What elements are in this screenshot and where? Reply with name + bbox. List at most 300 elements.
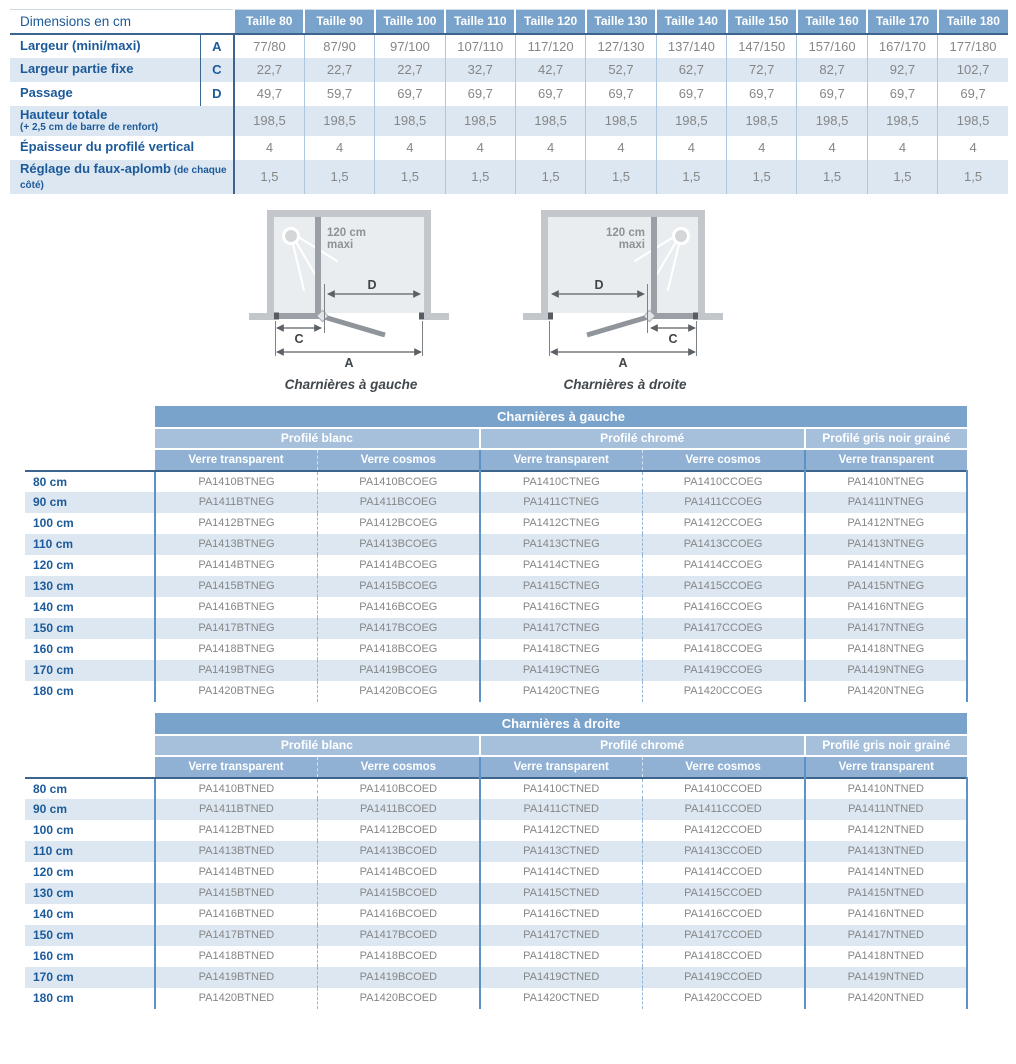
product-code: PA1410BTNEG bbox=[155, 471, 317, 492]
wall-right bbox=[698, 210, 705, 320]
product-code: PA1410CTNEG bbox=[480, 471, 642, 492]
dimension-row bbox=[10, 34, 1008, 58]
glass-type-header: Verre transparent bbox=[480, 756, 642, 778]
product-row bbox=[25, 555, 967, 576]
size-label: 90 cm bbox=[25, 492, 155, 513]
wall-anchor-right bbox=[693, 312, 698, 319]
dimension-value: 4 bbox=[304, 136, 374, 160]
dimension-value: 22,7 bbox=[375, 58, 445, 82]
product-code: PA1415BCOEG bbox=[317, 576, 479, 597]
size-label: 160 cm bbox=[33, 949, 74, 964]
dimension-value: 69,7 bbox=[797, 82, 867, 106]
product-code: PA1411NTNED bbox=[805, 799, 967, 820]
product-code: PA1415BTNED bbox=[155, 883, 317, 904]
profile-group-row bbox=[25, 735, 967, 756]
product-code: PA1420NTNEG bbox=[805, 681, 967, 702]
glass-type-header: Verre transparent bbox=[155, 756, 317, 778]
diagram-caption-right: Charnières à droite bbox=[563, 376, 687, 392]
wall-tab-right bbox=[698, 313, 723, 320]
product-code: PA1417CCOED bbox=[642, 925, 804, 946]
product-code: PA1412BCOED bbox=[317, 820, 479, 841]
glass-type-header: Verre transparent bbox=[480, 449, 642, 471]
dimension-value: 107/110 bbox=[445, 34, 515, 58]
product-code: PA1416BTNED bbox=[155, 904, 317, 925]
product-code: PA1415BTNEG bbox=[155, 576, 317, 597]
size-label: 170 cm bbox=[25, 967, 155, 988]
product-code: PA1410BTNED bbox=[155, 778, 317, 799]
diagram-hinges-right bbox=[523, 206, 727, 392]
size-column-header: Taille 180 bbox=[938, 10, 1008, 34]
product-code: PA1410BCOEG bbox=[317, 471, 479, 492]
dimension-label-a: A bbox=[618, 355, 628, 370]
dimension-value: 198,5 bbox=[445, 106, 515, 136]
dimension-value: 4 bbox=[797, 136, 867, 160]
diagrams-section bbox=[0, 206, 976, 392]
size-column-header: Taille 150 bbox=[727, 10, 797, 34]
dimension-value: 198,5 bbox=[656, 106, 726, 136]
product-code: PA1410NTNEG bbox=[805, 471, 967, 492]
glass-type-header: Verre transparent bbox=[805, 756, 967, 778]
wall-anchor-left bbox=[274, 312, 279, 319]
dimension-value: 198,5 bbox=[727, 106, 797, 136]
product-code: PA1417NTNEG bbox=[805, 618, 967, 639]
dimension-value: 22,7 bbox=[304, 58, 374, 82]
dimension-value: 137/140 bbox=[656, 34, 726, 58]
size-column-header: Taille 170 bbox=[867, 10, 937, 34]
dimension-row bbox=[10, 136, 1008, 160]
dimension-label-c: C bbox=[668, 331, 678, 346]
product-code: PA1419CTNEG bbox=[480, 660, 642, 681]
dimension-value: 198,5 bbox=[515, 106, 585, 136]
product-code: PA1420CTNED bbox=[480, 988, 642, 1009]
dimension-value: 42,7 bbox=[515, 58, 585, 82]
dimension-value: 198,5 bbox=[234, 106, 304, 136]
product-row bbox=[25, 799, 967, 820]
product-code: PA1414CTNEG bbox=[480, 555, 642, 576]
product-code: PA1416CCOED bbox=[642, 904, 804, 925]
dimension-value: 69,7 bbox=[656, 82, 726, 106]
dimension-value: 4 bbox=[938, 136, 1008, 160]
product-code: PA1416NTNEG bbox=[805, 597, 967, 618]
table-title: Charnières à droite bbox=[155, 713, 967, 735]
size-label: 90 cm bbox=[25, 799, 155, 820]
product-code: PA1418CCOED bbox=[642, 946, 804, 967]
dimensions-table-title: Dimensions en cm bbox=[10, 10, 234, 34]
dimension-label: Largeur (mini/maxi) bbox=[20, 37, 141, 53]
product-row bbox=[25, 925, 967, 946]
product-code: PA1419CCOEG bbox=[642, 660, 804, 681]
dimension-value: 69,7 bbox=[515, 82, 585, 106]
product-code: PA1417BCOED bbox=[317, 925, 479, 946]
product-row bbox=[25, 597, 967, 618]
product-code: PA1414BCOEG bbox=[317, 555, 479, 576]
product-row bbox=[25, 946, 967, 967]
product-code: PA1418CTNEG bbox=[480, 639, 642, 660]
product-code: PA1411CCOED bbox=[642, 799, 804, 820]
dimension-value: 167/170 bbox=[867, 34, 937, 58]
size-label: 140 cm bbox=[33, 907, 74, 922]
dimension-label: Largeur partie fixe bbox=[10, 58, 200, 82]
dimension-value: 1,5 bbox=[938, 160, 1008, 194]
glass-type-header: Verre cosmos bbox=[642, 449, 804, 471]
dimension-label-d: D bbox=[367, 277, 377, 292]
product-row bbox=[25, 618, 967, 639]
dimension-label: Hauteur totale (+ 2,5 cm de barre de renfort) bbox=[10, 106, 234, 136]
product-code: PA1420CCOED bbox=[642, 988, 804, 1009]
size-label: 130 cm bbox=[25, 883, 155, 904]
product-code: PA1415NTNED bbox=[805, 883, 967, 904]
wall-top bbox=[541, 210, 705, 217]
size-label: 150 cm bbox=[25, 925, 155, 946]
dimension-value: 97/100 bbox=[375, 34, 445, 58]
size-column-header: Taille 110 bbox=[445, 10, 515, 34]
product-code: PA1416NTNED bbox=[805, 904, 967, 925]
profile-group-header: Profilé gris noir grainé bbox=[805, 735, 967, 756]
product-code: PA1410BCOED bbox=[317, 778, 479, 799]
dimension-row bbox=[10, 82, 1008, 106]
dimension-row bbox=[10, 58, 1008, 82]
dimension-value: 198,5 bbox=[375, 106, 445, 136]
product-code: PA1420BCOEG bbox=[317, 681, 479, 702]
product-code: PA1420CCOEG bbox=[642, 681, 804, 702]
wall-anchor-right bbox=[419, 312, 424, 319]
wall-tab-left bbox=[523, 313, 548, 320]
size-label: 180 cm bbox=[33, 991, 74, 1006]
profile-group-header: Profilé gris noir grainé bbox=[805, 428, 967, 449]
product-code: PA1418BCOEG bbox=[317, 639, 479, 660]
dimension-letter: C bbox=[200, 58, 234, 82]
product-code: PA1413CTNED bbox=[480, 841, 642, 862]
product-code: PA1420BCOED bbox=[317, 988, 479, 1009]
max-width-note-line1: 120 cm bbox=[605, 226, 645, 239]
table-title: Charnières à gauche bbox=[155, 406, 967, 428]
dimension-value: 1,5 bbox=[375, 160, 445, 194]
product-code: PA1417CTNED bbox=[480, 925, 642, 946]
glass-type-row bbox=[25, 756, 967, 778]
dimension-value: 4 bbox=[867, 136, 937, 160]
dimension-value: 69,7 bbox=[867, 82, 937, 106]
dimension-value: 147/150 bbox=[727, 34, 797, 58]
product-code: PA1412CCOED bbox=[642, 820, 804, 841]
profile-group-header: Profilé chromé bbox=[480, 428, 805, 449]
product-code: PA1411BCOED bbox=[317, 799, 479, 820]
product-code: PA1418CCOEG bbox=[642, 639, 804, 660]
product-row bbox=[25, 883, 967, 904]
product-code: PA1415CTNEG bbox=[480, 576, 642, 597]
dimension-value: 157/160 bbox=[797, 34, 867, 58]
dimension-label-d: D bbox=[594, 277, 604, 292]
dimension-value: 4 bbox=[445, 136, 515, 160]
dimension-value: 82,7 bbox=[797, 58, 867, 82]
size-label: 110 cm bbox=[25, 841, 155, 862]
products-right-section bbox=[25, 713, 1016, 1009]
size-label: 170 cm bbox=[25, 660, 155, 681]
dimension-value: 4 bbox=[375, 136, 445, 160]
product-code: PA1419NTNED bbox=[805, 967, 967, 988]
wall-left bbox=[541, 210, 548, 320]
product-row bbox=[25, 471, 967, 492]
dimensions-table bbox=[10, 9, 1008, 194]
product-code: PA1413CCOEG bbox=[642, 534, 804, 555]
product-code: PA1411BTNED bbox=[155, 799, 317, 820]
dimension-label-subline: (+ 2,5 cm de barre de renfort) bbox=[20, 122, 159, 134]
profile-group-header: Profilé blanc bbox=[155, 735, 480, 756]
product-code: PA1415CTNED bbox=[480, 883, 642, 904]
dimension-value: 87/90 bbox=[304, 34, 374, 58]
glass-type-row bbox=[25, 449, 967, 471]
product-code: PA1412NTNED bbox=[805, 820, 967, 841]
product-code: PA1413CCOED bbox=[642, 841, 804, 862]
products-table-hinges-right bbox=[25, 713, 968, 1009]
product-code: PA1420BTNED bbox=[155, 988, 317, 1009]
product-code: PA1418BTNEG bbox=[155, 639, 317, 660]
product-code: PA1413NTNED bbox=[805, 841, 967, 862]
dimension-value: 77/80 bbox=[234, 34, 304, 58]
product-code: PA1418NTNEG bbox=[805, 639, 967, 660]
product-code: PA1412NTNEG bbox=[805, 513, 967, 534]
max-width-note-line2: maxi bbox=[327, 238, 354, 251]
glass-type-header: Verre cosmos bbox=[642, 756, 804, 778]
product-code: PA1414BTNEG bbox=[155, 555, 317, 576]
product-row bbox=[25, 862, 967, 883]
product-row bbox=[25, 967, 967, 988]
dimension-value: 1,5 bbox=[234, 160, 304, 194]
product-code: PA1414BTNED bbox=[155, 862, 317, 883]
hinges-left-drawing bbox=[249, 206, 453, 370]
max-width-note-line1: 120 cm bbox=[327, 226, 367, 239]
dimension-value: 177/180 bbox=[938, 34, 1008, 58]
size-label: 130 cm bbox=[25, 576, 155, 597]
dimensions-section bbox=[0, 0, 1016, 194]
dimensions-header-row bbox=[10, 10, 1008, 34]
table-title-row bbox=[25, 713, 967, 735]
dimension-value: 102,7 bbox=[938, 58, 1008, 82]
size-label: 140 cm bbox=[33, 600, 74, 615]
product-code: PA1418BTNED bbox=[155, 946, 317, 967]
product-row bbox=[25, 778, 967, 799]
product-code: PA1411CTNEG bbox=[480, 492, 642, 513]
dimension-value: 59,7 bbox=[304, 82, 374, 106]
product-row bbox=[25, 904, 967, 925]
product-row bbox=[25, 841, 967, 862]
product-code: PA1410CCOED bbox=[642, 778, 804, 799]
product-row bbox=[25, 492, 967, 513]
size-column-header: Taille 160 bbox=[797, 10, 867, 34]
product-code: PA1412CTNED bbox=[480, 820, 642, 841]
dimension-value: 4 bbox=[656, 136, 726, 160]
product-code: PA1410NTNED bbox=[805, 778, 967, 799]
dimension-value: 32,7 bbox=[445, 58, 515, 82]
dimension-label-c: C bbox=[294, 331, 304, 346]
product-code: PA1418BCOED bbox=[317, 946, 479, 967]
dimension-value: 127/130 bbox=[586, 34, 656, 58]
product-code: PA1416CTNED bbox=[480, 904, 642, 925]
product-row bbox=[25, 534, 967, 555]
product-code: PA1412BTNEG bbox=[155, 513, 317, 534]
product-code: PA1414NTNED bbox=[805, 862, 967, 883]
size-column-header: Taille 90 bbox=[304, 10, 374, 34]
product-code: PA1418CTNED bbox=[480, 946, 642, 967]
product-row bbox=[25, 820, 967, 841]
dimension-value: 1,5 bbox=[445, 160, 515, 194]
product-code: PA1411CCOEG bbox=[642, 492, 804, 513]
dimension-value: 198,5 bbox=[304, 106, 374, 136]
product-code: PA1414BCOED bbox=[317, 862, 479, 883]
size-label: 100 cm bbox=[33, 516, 74, 531]
product-code: PA1415NTNEG bbox=[805, 576, 967, 597]
product-code: PA1419BTNED bbox=[155, 967, 317, 988]
products-left-section bbox=[25, 406, 1016, 702]
dimension-value: 4 bbox=[727, 136, 797, 160]
diagram-hinges-left bbox=[249, 206, 453, 392]
table-title-row bbox=[25, 406, 967, 428]
fixed-panel-plan bbox=[274, 313, 323, 319]
dimension-value: 4 bbox=[586, 136, 656, 160]
product-code: PA1411BTNEG bbox=[155, 492, 317, 513]
product-code: PA1411NTNEG bbox=[805, 492, 967, 513]
dimension-value: 1,5 bbox=[656, 160, 726, 194]
dimension-value: 69,7 bbox=[586, 82, 656, 106]
product-code: PA1414CTNED bbox=[480, 862, 642, 883]
size-column-header: Taille 100 bbox=[375, 10, 445, 34]
glass-type-header: Verre cosmos bbox=[317, 449, 479, 471]
dimension-value: 117/120 bbox=[515, 34, 585, 58]
product-code: PA1417BCOEG bbox=[317, 618, 479, 639]
door-open bbox=[587, 317, 648, 335]
product-code: PA1416BCOEG bbox=[317, 597, 479, 618]
size-label: 80 cm bbox=[25, 778, 155, 799]
glass-type-header: Verre transparent bbox=[805, 449, 967, 471]
product-code: PA1412CTNEG bbox=[480, 513, 642, 534]
product-code: PA1414CCOEG bbox=[642, 555, 804, 576]
product-code: PA1417BTNEG bbox=[155, 618, 317, 639]
dimension-label-note: (de chaque côté) bbox=[20, 164, 227, 191]
product-code: PA1413BCOED bbox=[317, 841, 479, 862]
dimension-value: 22,7 bbox=[234, 58, 304, 82]
product-code: PA1412CCOEG bbox=[642, 513, 804, 534]
size-label: 120 cm bbox=[33, 865, 74, 880]
product-code: PA1416BTNEG bbox=[155, 597, 317, 618]
product-code: PA1413BCOEG bbox=[317, 534, 479, 555]
dimension-label: Épaisseur du profilé vertical bbox=[20, 139, 195, 155]
product-code: PA1415CCOED bbox=[642, 883, 804, 904]
product-row bbox=[25, 513, 967, 534]
product-code: PA1414NTNEG bbox=[805, 555, 967, 576]
wall-tab-left bbox=[249, 313, 274, 320]
dimension-value: 1,5 bbox=[727, 160, 797, 194]
product-code: PA1413NTNEG bbox=[805, 534, 967, 555]
fixed-panel-vertical bbox=[651, 217, 657, 313]
product-code: PA1417NTNED bbox=[805, 925, 967, 946]
hinges-right-drawing bbox=[523, 206, 727, 370]
product-row bbox=[25, 639, 967, 660]
size-label: 100 cm bbox=[33, 823, 74, 838]
size-label: 150 cm bbox=[25, 618, 155, 639]
wall-left bbox=[267, 210, 274, 320]
dimension-letter: D bbox=[200, 82, 234, 106]
dimension-value: 1,5 bbox=[515, 160, 585, 194]
dimension-value: 1,5 bbox=[867, 160, 937, 194]
profile-group-row bbox=[25, 428, 967, 449]
dimension-row bbox=[10, 160, 1008, 194]
dimension-value: 69,7 bbox=[375, 82, 445, 106]
product-code: PA1419BTNEG bbox=[155, 660, 317, 681]
dimension-value: 92,7 bbox=[867, 58, 937, 82]
wall-right bbox=[424, 210, 431, 320]
door-open bbox=[324, 317, 385, 335]
products-table-hinges-left bbox=[25, 406, 968, 702]
product-code: PA1412BCOEG bbox=[317, 513, 479, 534]
wall-tab-right bbox=[424, 313, 449, 320]
dimension-value: 198,5 bbox=[867, 106, 937, 136]
size-column-header: Taille 130 bbox=[586, 10, 656, 34]
max-width-note-line2: maxi bbox=[618, 238, 645, 251]
product-row bbox=[25, 988, 967, 1009]
product-code: PA1413BTNEG bbox=[155, 534, 317, 555]
product-code: PA1416BCOED bbox=[317, 904, 479, 925]
dimension-value: 69,7 bbox=[727, 82, 797, 106]
dimension-value: 1,5 bbox=[797, 160, 867, 194]
size-label: 180 cm bbox=[33, 684, 74, 699]
fixed-panel-vertical bbox=[315, 217, 321, 313]
product-code: PA1412BTNED bbox=[155, 820, 317, 841]
product-code: PA1410CCOEG bbox=[642, 471, 804, 492]
product-code: PA1420NTNED bbox=[805, 988, 967, 1009]
profile-group-header: Profilé blanc bbox=[155, 428, 480, 449]
dimension-letter: A bbox=[200, 34, 234, 58]
dimension-value: 69,7 bbox=[938, 82, 1008, 106]
glass-type-header: Verre cosmos bbox=[317, 756, 479, 778]
size-column-header: Taille 140 bbox=[656, 10, 726, 34]
size-label: 160 cm bbox=[33, 642, 74, 657]
product-code: PA1413BTNED bbox=[155, 841, 317, 862]
product-code: PA1419BCOED bbox=[317, 967, 479, 988]
dimension-value: 69,7 bbox=[445, 82, 515, 106]
dimension-value: 1,5 bbox=[586, 160, 656, 194]
product-code: PA1410CTNED bbox=[480, 778, 642, 799]
dimension-value: 72,7 bbox=[727, 58, 797, 82]
size-label: 80 cm bbox=[25, 471, 155, 492]
product-code: PA1419NTNEG bbox=[805, 660, 967, 681]
product-code: PA1418NTNED bbox=[805, 946, 967, 967]
product-code: PA1417CCOEG bbox=[642, 618, 804, 639]
size-column-header: Taille 120 bbox=[515, 10, 585, 34]
wall-anchor-left bbox=[548, 312, 553, 319]
glass-type-header: Verre transparent bbox=[155, 449, 317, 471]
product-row bbox=[25, 681, 967, 702]
size-label: 120 cm bbox=[33, 558, 74, 573]
dimension-value: 52,7 bbox=[586, 58, 656, 82]
product-code: PA1416CTNEG bbox=[480, 597, 642, 618]
dimension-label: Passage bbox=[20, 85, 73, 101]
product-code: PA1413CTNEG bbox=[480, 534, 642, 555]
product-code: PA1416CCOEG bbox=[642, 597, 804, 618]
product-code: PA1417CTNEG bbox=[480, 618, 642, 639]
wall-top bbox=[267, 210, 431, 217]
product-code: PA1419CCOED bbox=[642, 967, 804, 988]
product-code: PA1414CCOED bbox=[642, 862, 804, 883]
profile-group-header: Profilé chromé bbox=[480, 735, 805, 756]
size-column-header: Taille 80 bbox=[234, 10, 304, 34]
product-code: PA1420CTNEG bbox=[480, 681, 642, 702]
product-code: PA1415CCOEG bbox=[642, 576, 804, 597]
product-row bbox=[25, 660, 967, 681]
dimension-value: 4 bbox=[515, 136, 585, 160]
fixed-panel-plan bbox=[649, 313, 698, 319]
product-row bbox=[25, 576, 967, 597]
product-code: PA1417BTNED bbox=[155, 925, 317, 946]
dimension-row bbox=[10, 106, 1008, 136]
